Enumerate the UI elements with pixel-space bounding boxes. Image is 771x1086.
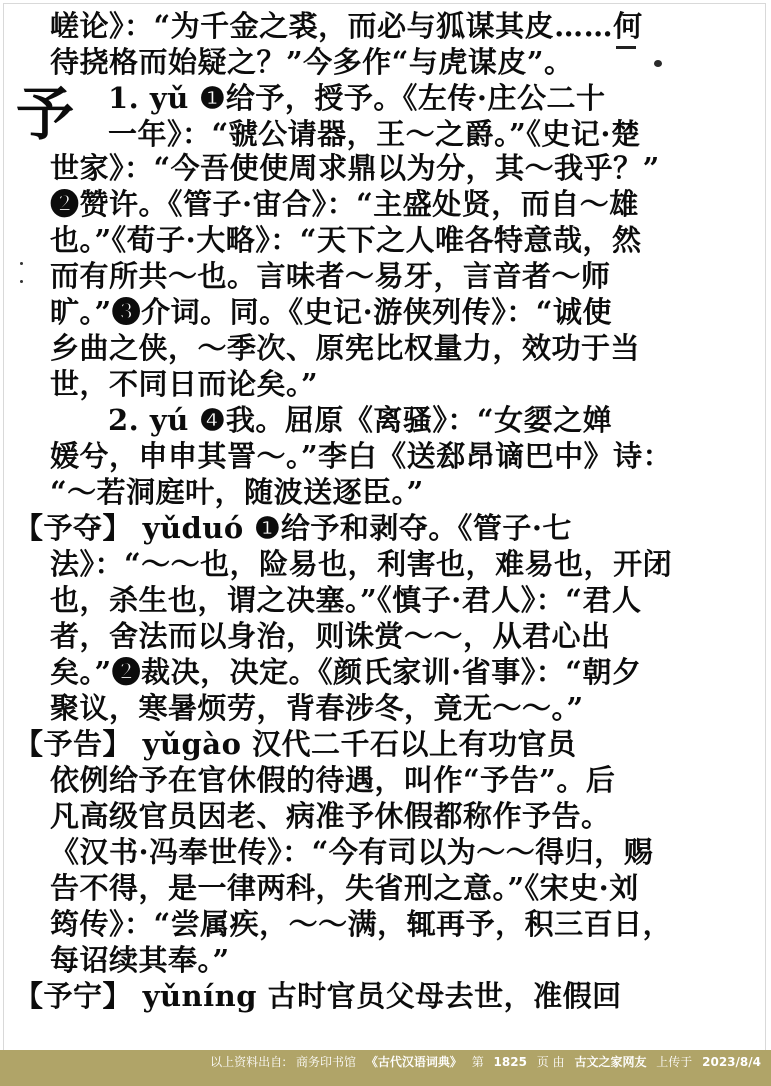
entry-yuning: 【予宁】 yǔníng 古时官员父母去世，准假回 xyxy=(14,979,622,1013)
text-line: 依例给予在官休假的待遇，叫作“予告”。后 xyxy=(50,763,616,797)
scan-speck xyxy=(20,262,23,265)
scan-mark-dash xyxy=(616,46,636,49)
text-line: 而有所共～也。言味者～易牙，言音者～师 xyxy=(50,259,611,293)
text-line: 矣。”❷裁决，决定。《颜氏家训·省事》：“朝夕 xyxy=(50,655,642,689)
text-line: 嵯论》：“为千金之裘，而必与狐谋其皮……何 xyxy=(50,9,643,43)
footer-page-suffix: 页 由 xyxy=(536,1055,565,1069)
text-line: 《汉书·冯奉世传》：“今有司以为～～得归，赐 xyxy=(50,835,654,869)
footer-source-prefix: 以上资料出自: xyxy=(210,1055,287,1069)
footer-page-label: 第 xyxy=(471,1055,484,1069)
source-footer xyxy=(0,1050,771,1086)
text-line: 媛兮，申申其詈～。”李白《送郄昂谪巴中》诗： xyxy=(50,439,673,473)
text-line: 乡曲之侠，～季次、原宪比权量力，效功于当 xyxy=(50,331,641,365)
text-line: 每诏续其奉。” xyxy=(50,943,230,977)
footer-uploader[interactable]: 古文之家网友 xyxy=(574,1055,647,1069)
footer-publisher: 商务印书馆 xyxy=(296,1055,357,1069)
text-line: 也，杀生也，谓之决塞。”《慎子·君人》：“君人 xyxy=(50,583,642,617)
text-line: 法》：“～～也，险易也，利害也，难易也，开闭 xyxy=(50,547,673,581)
text-line: 世家》：“今吾使使周求鼎以为分，其～我乎？” xyxy=(50,151,660,185)
text-line: 凡高级官员因老、病准予休假都称作予告。 xyxy=(50,799,611,833)
text-line: 2. yú ❹我。屈原《离骚》：“女媭之婵 xyxy=(108,403,613,437)
text-line: 待挠格而始疑之？”今多作“与虎谋皮”。 xyxy=(50,45,574,79)
text-line: 聚议，寒暑烦劳，背春涉冬，竟无～～。” xyxy=(50,691,584,725)
entry-yuduo: 【予夺】 yǔduó ❶给予和剥夺。《管子·七 xyxy=(14,511,572,545)
footer-book-title[interactable]: 《古代汉语词典》 xyxy=(365,1055,462,1069)
footer-upload-label: 上传于 xyxy=(656,1055,693,1069)
entry-head-character: 予 xyxy=(16,80,75,148)
scan-speck xyxy=(20,280,23,283)
footer-page-number: 1825 xyxy=(493,1055,527,1069)
text-line: 一年》：“虢公请器，王～之爵。”《史记·楚 xyxy=(108,117,641,151)
text-line: 世，不同日而论矣。” xyxy=(50,367,319,401)
text-line: 筠传》：“尝属疾，～～满，辄再予，积三百日， xyxy=(50,907,673,941)
text-line: 告不得，是一律两科，失省刑之意。”《宋史·刘 xyxy=(50,871,639,905)
text-line: 旷。”❸介词。同。《史记·游侠列传》：“诚使 xyxy=(50,295,612,329)
entry-yugao: 【予告】 yǔgào 汉代二千石以上有功官员 xyxy=(14,727,577,761)
text-line: “～若洞庭叶，随波送逐臣。” xyxy=(50,475,424,509)
text-line: 1. yǔ ❶给予，授予。《左传·庄公二十 xyxy=(108,81,606,115)
text-line: 也。”《荀子·大略》：“天下之人唯各特意哉，然 xyxy=(50,223,642,257)
footer-upload-date: 2023/8/4 xyxy=(702,1055,761,1069)
text-line: 者，舍法而以身治，则诛赏～～，从君心出 xyxy=(50,619,611,653)
text-line: ❷赞许。《管子·宙合》：“主盛处贤，而自～雄 xyxy=(50,187,639,221)
scan-mark-dot xyxy=(654,60,662,67)
